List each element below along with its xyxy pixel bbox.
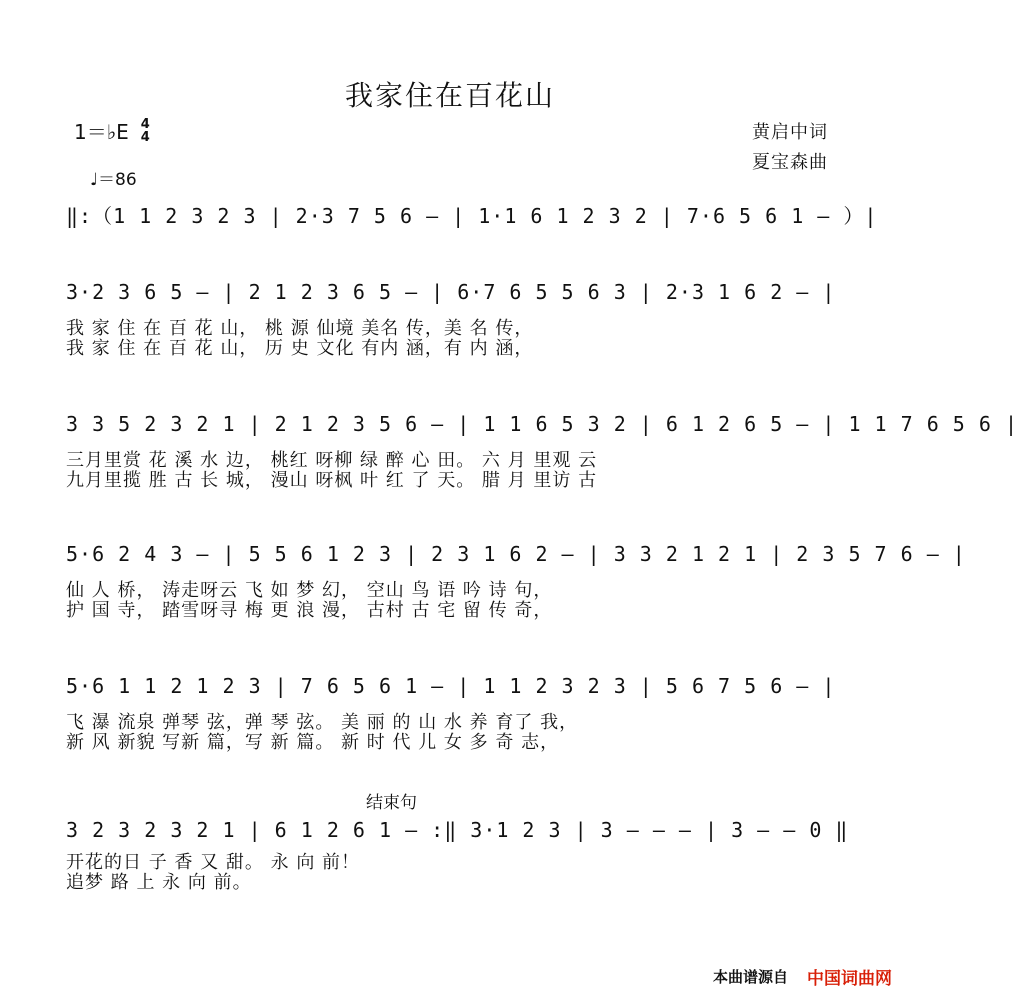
watermark-source: 本曲谱源自 [712, 968, 788, 986]
notation-system-4: 5·6 2 4 3 — | 5 5 6 1 2 3 | 2 3 1 6 2 — | 3 3 2 1 2 1 | 2 3 5 7 6 — | [66, 542, 966, 566]
tempo-marking: ♩＝86 [90, 170, 137, 190]
lyric-line-verse-1: 我 家 住 在 百 花 山， 桃 源 仙境 美名 传，美 名 传， [66, 318, 534, 339]
notation-system-3: 3 3 5 2 3 2 1 | 2 1 2 3 5 6 — | 1 1 6 5 3 2 | 6 1 2 6 5 — | 1 1 7 6 5 6 | [66, 412, 1018, 436]
lyric-line-verse-2: 新 风 新貌 写新 篇，写 新 篇。 新 时 代 儿 女 多 奇 志， [66, 732, 560, 753]
composer-credit: 夏宝森曲 [752, 152, 828, 173]
ending-label: 结束句 [366, 793, 417, 813]
lyric-line-verse-1: 三月里赏 花 溪 水 边， 桃红 呀柳 绿 醉 心 田。 六 月 里观 云 [66, 450, 598, 471]
song-title: 我家住在百花山 [344, 79, 555, 112]
notation-system-6: 3 2 3 2 3 2 1 | 6 1 2 6 1 — :‖ 3·1 2 3 | 3 — — — | 3 — — 0 ‖ [66, 818, 849, 842]
lyric-line-verse-1: 开花的日 子 香 又 甜。 永 向 前！ [66, 852, 361, 873]
time-signature-top: 4 [140, 116, 150, 132]
notation-system-2: 3·2 3 6 5 — | 2 1 2 3 6 5 — | 6·7 6 5 5 6 3 | 2·3 1 6 2 — | [66, 280, 836, 304]
lyric-line-verse-1: 仙 人 桥， 涛走呀云 飞 如 梦 幻， 空山 鸟 语 吟 诗 句， [66, 580, 553, 601]
lyric-line-verse-1: 飞 瀑 流泉 弹琴 弦，弹 琴 弦。 美 丽 的 山 水 养 育了 我， [66, 712, 579, 733]
time-signature-bottom: 4 [140, 129, 150, 145]
lyricist-credit: 黄启中词 [752, 122, 828, 143]
lyric-line-verse-2: 我 家 住 在 百 花 山， 历 史 文化 有内 涵，有 内 涵， [66, 338, 534, 359]
key-signature [74, 116, 150, 145]
notation-system-5: 5·6 1 1 2 1 2 3 | 7 6 5 6 1 — | 1 1 2 3 2 3 | 5 6 7 5 6 — | [66, 674, 836, 698]
notation-system-1: ‖:（1 1 2 3 2 3 | 2·3 7 5 6 — | 1·1 6 1 2 3 2 | 7·6 5 6 1 — ）| [66, 204, 878, 228]
lyric-line-verse-2: 追梦 路 上 永 向 前。 [66, 872, 252, 893]
lyric-line-verse-2: 护 国 寺， 踏雪呀寻 梅 更 浪 漫， 古村 古 宅 留 传 奇， [66, 600, 553, 621]
watermark-site[interactable]: 中国词曲网 [807, 969, 892, 989]
lyric-line-verse-2: 九月里揽 胜 古 长 城， 漫山 呀枫 叶 红 了 天。 腊 月 里访 古 [66, 470, 598, 491]
time-signature [141, 118, 150, 144]
key-text: 1＝♭E [74, 120, 129, 144]
